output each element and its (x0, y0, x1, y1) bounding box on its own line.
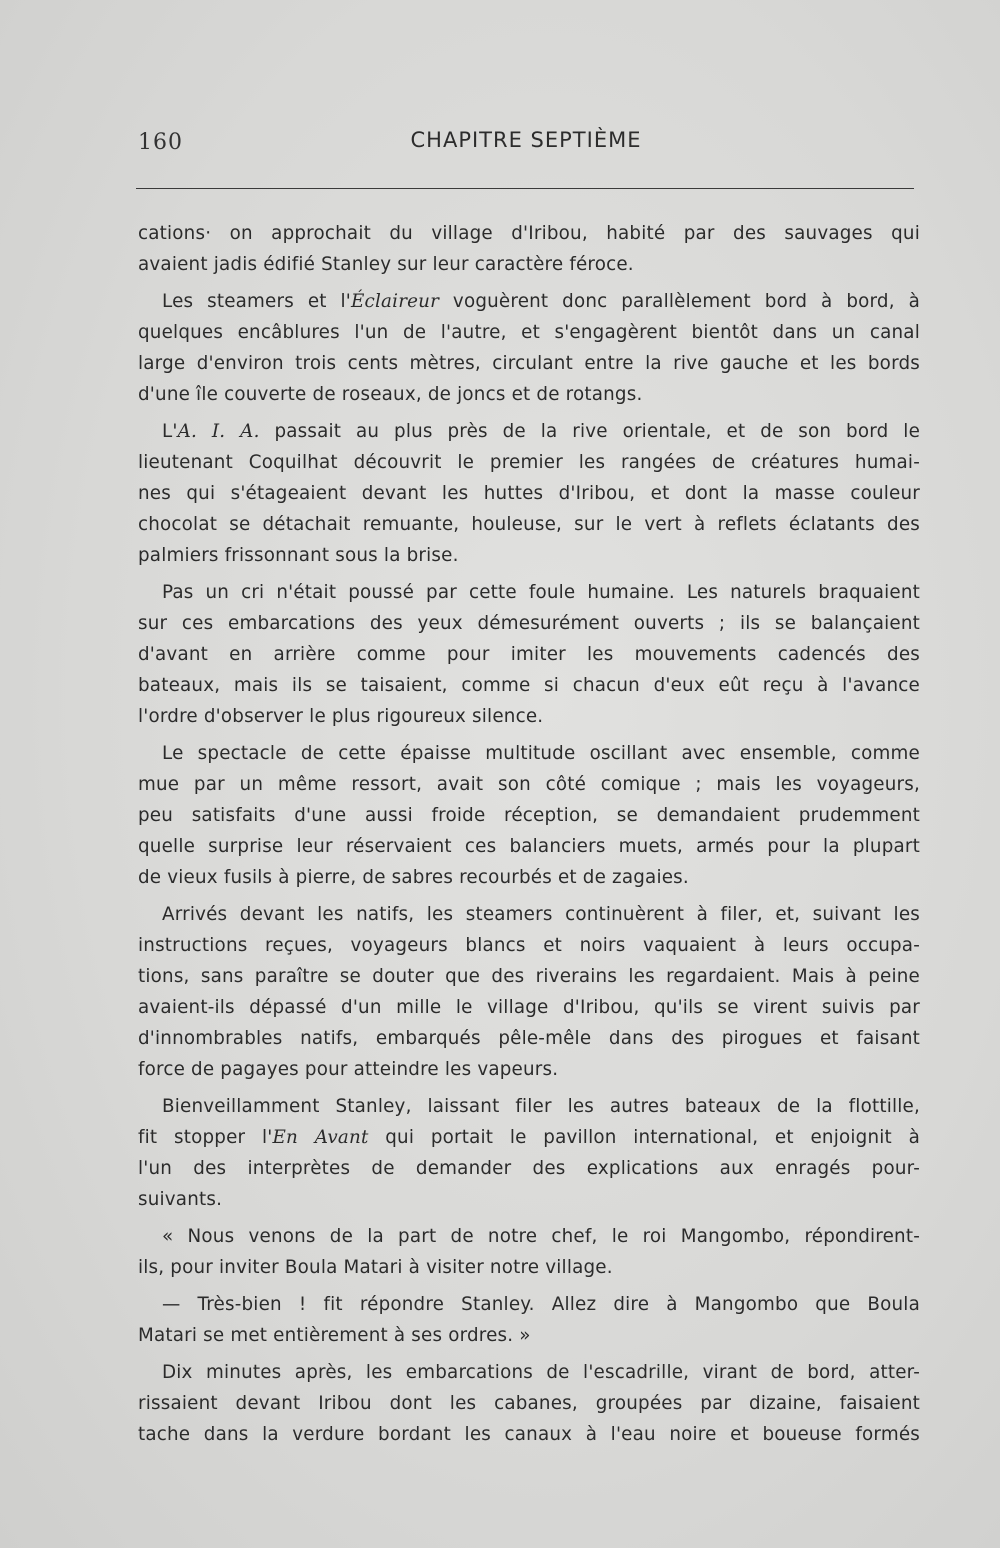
text-line: nes qui s'étageaient devant les huttes d'Iribou, et dont la masse couleur (138, 483, 920, 504)
text-line: quelle surprise leur réservaient ces balanciers muets, armés pour la plupart (138, 836, 920, 857)
text-line: Matari se met entièrement à ses ordres. » (138, 1325, 531, 1346)
text-line: Pas un cri n'était poussé par cette foule humaine. Les naturels braquaient (162, 582, 920, 603)
text-line: Le spectacle de cette épaisse multitude oscillant avec ensemble, comme (162, 743, 920, 764)
text-line: tions, sans paraître se douter que des riverains les regardaient. Mais à peine (138, 966, 920, 987)
text-line: L'A. I. A. passait au plus près de la rive orientale, et de son bord le (162, 421, 921, 442)
text-line: rissaient devant Iribou dont les cabanes, groupées par dizaine, faisaient (138, 1393, 920, 1414)
text-line: — Très-bien ! fit répondre Stanley. Allez dire à Mangombo que Boula (162, 1294, 920, 1315)
text-line: Bienveillamment Stanley, laissant filer les autres bateaux de la flottille, (162, 1096, 920, 1117)
running-head (138, 128, 914, 164)
text-line: large d'environ trois cents mètres, circulant entre la rive gauche et les bords (138, 353, 920, 374)
paragraph (138, 899, 920, 1085)
paragraph (138, 1357, 920, 1450)
paragraph (138, 1221, 920, 1283)
page-number: 160 (138, 130, 183, 155)
text-line: force de pagayes pour atteindre les vapeurs. (138, 1059, 559, 1080)
body-text (138, 218, 920, 1450)
text-line: bateaux, mais ils se taisaient, comme si chacun d'eux eût reçu à l'avance (138, 675, 920, 696)
text-line: Les steamers et l'Éclaireur voguèrent donc parallèlement bord à bord, à (162, 291, 920, 312)
paragraph (138, 738, 920, 893)
text-line: « Nous venons de la part de notre chef, le roi Mangombo, répondirent- (162, 1226, 920, 1247)
paragraph (138, 1289, 920, 1351)
text-line: instructions reçues, voyageurs blancs et noirs vaquaient à leurs occupa- (138, 935, 920, 956)
text-line: tache dans la verdure bordant les canaux à l'eau noire et boueuse formés (138, 1424, 920, 1445)
text-line: mue par un même ressort, avait son côté comique ; mais les voyageurs, (138, 774, 920, 795)
paragraph (138, 416, 920, 571)
paragraph (138, 1091, 920, 1215)
text-line: palmiers frissonnant sous la brise. (138, 545, 459, 566)
text-line: suivants. (138, 1189, 223, 1210)
paragraph (138, 218, 920, 280)
text-line: l'ordre d'observer le plus rigoureux silence. (138, 706, 544, 727)
text-line: avaient-ils dépassé d'un mille le village d'Iribou, qu'ils se virent suivis par (138, 997, 920, 1018)
text-line: lieutenant Coquilhat découvrit le premier les rangées de créatures humai- (138, 452, 920, 473)
text-line: de vieux fusils à pierre, de sabres recourbés et de zagaies. (138, 867, 689, 888)
text-line: quelques encâblures l'un de l'autre, et s'engagèrent bientôt dans un canal (138, 322, 920, 343)
text-line: sur ces embarcations des yeux démesurément ouverts ; ils se balançaient (138, 613, 920, 634)
paragraph (138, 286, 920, 410)
text-line: peu satisfaits d'une aussi froide réception, se demandaient prudemment (138, 805, 920, 826)
text-line: d'une île couverte de roseaux, de joncs et de rotangs. (138, 384, 643, 405)
text-line: fit stopper l'En Avant qui portait le pavillon international, et enjoignit à (138, 1127, 920, 1148)
text-line: d'innombrables natifs, embarqués pêle-mêle dans des pirogues et faisant (138, 1028, 920, 1049)
text-line: Arrivés devant les natifs, les steamers continuèrent à filer, et, suivant les (162, 904, 920, 925)
text-line: chocolat se détachait remuante, houleuse, sur le vert à reflets éclatants des (138, 514, 920, 535)
text-line: cations· on approchait du village d'Iribou, habité par des sauvages qui (138, 223, 920, 244)
chapter-title: CHAPITRE SEPTIÈME (410, 128, 642, 152)
text-line: Dix minutes après, les embarcations de l'escadrille, virant de bord, atter- (162, 1362, 920, 1383)
paragraph (138, 577, 920, 732)
text-line: d'avant en arrière comme pour imiter les mouvements cadencés des (138, 644, 920, 665)
header-rule (136, 188, 914, 189)
text-line: ils, pour inviter Boula Matari à visiter notre village. (138, 1257, 613, 1278)
text-line: l'un des interprètes de demander des explications aux enragés pour- (138, 1158, 920, 1179)
text-line: avaient jadis édifié Stanley sur leur caractère féroce. (138, 254, 634, 275)
